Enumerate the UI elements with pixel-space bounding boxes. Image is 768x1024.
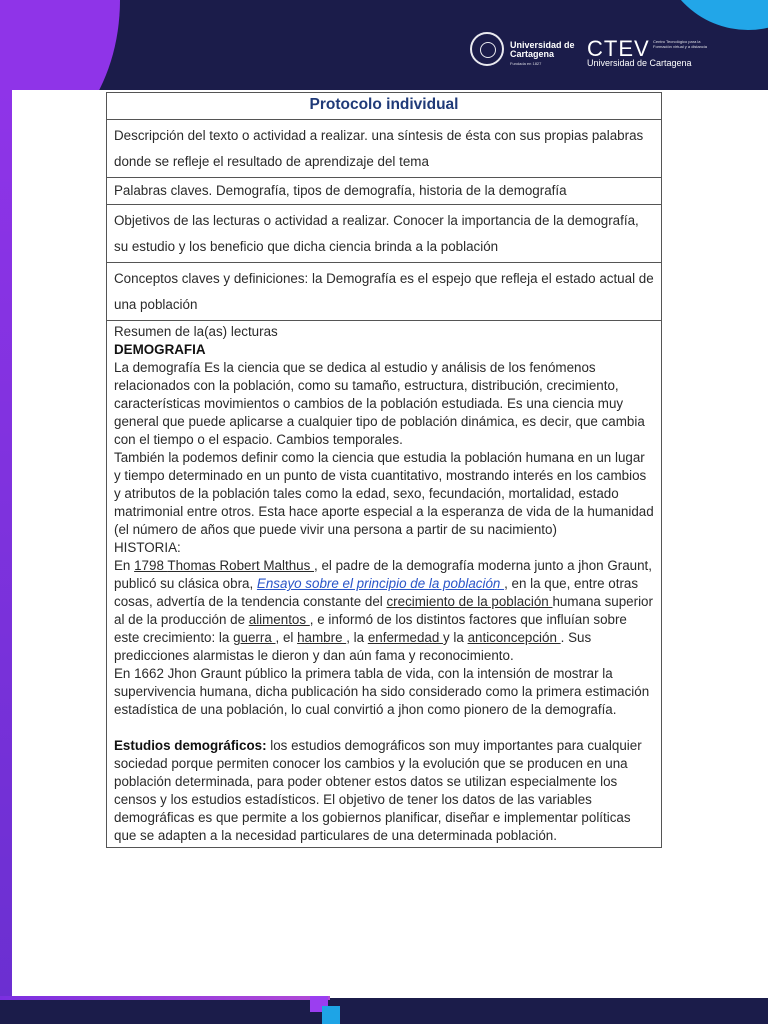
document-page	[12, 90, 768, 998]
objectives-cell: Objetivos de las lecturas o actividad a realizar. Conocer la importancia de la demografía, su estudio y los beneficio que dicha ciencia brinda a la población	[107, 205, 662, 263]
udc-logo-name: Universidad de Cartagena	[510, 40, 575, 59]
summary-paragraph-1: La demografía Es la ciencia que se dedica al estudio y análisis de los fenómenos relacionados con la población, como su tamaño, estructura, distribución, crecimiento, características movimientos o cambios de la población estudiada. Es una ciencia muy general que puede aplicarse a cualquier tipo de población dinámica, es decir, que cambia con el tiempo o el espacio. Cambios temporales.	[114, 360, 645, 447]
link-crecimiento[interactable]: crecimiento de la población	[386, 594, 553, 609]
table-row	[107, 178, 662, 205]
side-accent-strip	[0, 90, 12, 1024]
header-blue-shape	[658, 0, 768, 30]
university-seal-icon	[470, 32, 504, 66]
estudios-label: Estudios demográficos:	[114, 738, 267, 753]
summary-heading: DEMOGRAFIA	[114, 342, 206, 357]
ctev-logo-sub: Centro Tecnológico para la Formación virtual y a distancia	[653, 39, 708, 49]
link-enfermedad[interactable]: enfermedad	[367, 630, 444, 645]
table-row	[107, 263, 662, 321]
summary-paragraph-2: También la podemos definir como la ciencia que estudia la población humana en un lugar y tiempo determinado en un punto de vista cuantitativo, mostrando interés en los cambios y atributos de la población tales como la edad, sexo, fecundación, mortalidad, estado matrimonial entre otros. Esta hace aporte especial a la esperanza de vida de la humanidad (el número de años que puede vivir una persona a partir de su nacimiento)	[114, 450, 654, 537]
link-guerra[interactable]: guerra	[233, 630, 276, 645]
link-hambre[interactable]: hambre	[297, 630, 347, 645]
ctev-logo	[587, 36, 737, 72]
table-row	[107, 120, 662, 178]
concepts-cell: Conceptos claves y definiciones: la Demografía es el espejo que refleja el estado actual de una población	[107, 263, 662, 321]
historia-paragraph: En 1798 Thomas Robert Malthus , el padre de la demografía moderna junto a jhon Graunt, publicó su clásica obra, Ensayo sobre el principio de la población , en la que, entre otras cosas, advertía de la tendencia constante del crecimiento de la población humana superior al de la producción de alimentos , e informó de los distintos factores que influían sobre este crecimiento: la guerra , el hambre , la enfermedad y la anticoncepción . Sus predicciones alarmistas le dieron y dan aún fama y reconocimiento.	[114, 558, 653, 663]
udc-logo-sub: Fundada en 1827	[510, 61, 542, 66]
summary-label: Resumen de la(as) lecturas	[114, 324, 278, 339]
description-cell: Descripción del texto o actividad a realizar. una síntesis de ésta con sus propias palabras donde se refleje el resultado de aprendizaje del tema	[107, 120, 662, 178]
summary-paragraph-3: En 1662 Jhon Graunt público la primera tabla de vida, con la intensión de mostrar la supervivencia humana, dicha publicación ha sido considerado como la primera estimación estadística de una población, lo cual convirtió a jhon como pionero de la demografía.	[114, 666, 650, 717]
table-row	[107, 93, 662, 120]
table-row	[107, 321, 662, 848]
estudios-paragraph: Estudios demográficos: los estudios demográficos son muy importantes para cualquier sociedad porque permiten conocer los cambios y la evolución que se producen en una población determinada, para poder obtener estos datos se utilizan especialmente los censos y los estudios estadísticos. El objetivo de tener los datos de las variables demográficas es que permite a los gobiernos planificar, diseñar e implementar políticas que se adapten a la necesidad particulares de una determinada población.	[114, 738, 642, 843]
ctev-logo-text: CTEV	[587, 36, 650, 61]
footer-accent-strip	[0, 996, 330, 1000]
protocol-table	[106, 92, 662, 848]
historia-label: HISTORIA:	[114, 540, 181, 555]
table-row	[107, 205, 662, 263]
link-ensayo[interactable]: Ensayo sobre el principio de la población	[256, 576, 505, 591]
universidad-cartagena-logo	[470, 30, 580, 70]
footer-blue-square	[322, 1006, 340, 1024]
ctev-logo-uni: Universidad de Cartagena	[587, 58, 692, 68]
table-title: Protocolo individual	[107, 93, 662, 120]
link-year[interactable]: 1798	[134, 558, 168, 573]
link-alimentos[interactable]: alimentos	[248, 612, 310, 627]
spacer	[114, 719, 654, 737]
link-malthus[interactable]: Thomas Robert Malthus	[167, 558, 315, 573]
link-anticoncepcion[interactable]: anticoncepción	[467, 630, 561, 645]
summary-cell	[107, 321, 662, 848]
footer-bar	[0, 998, 768, 1024]
keywords-cell: Palabras claves. Demografía, tipos de demografía, historia de la demografía	[107, 178, 662, 205]
